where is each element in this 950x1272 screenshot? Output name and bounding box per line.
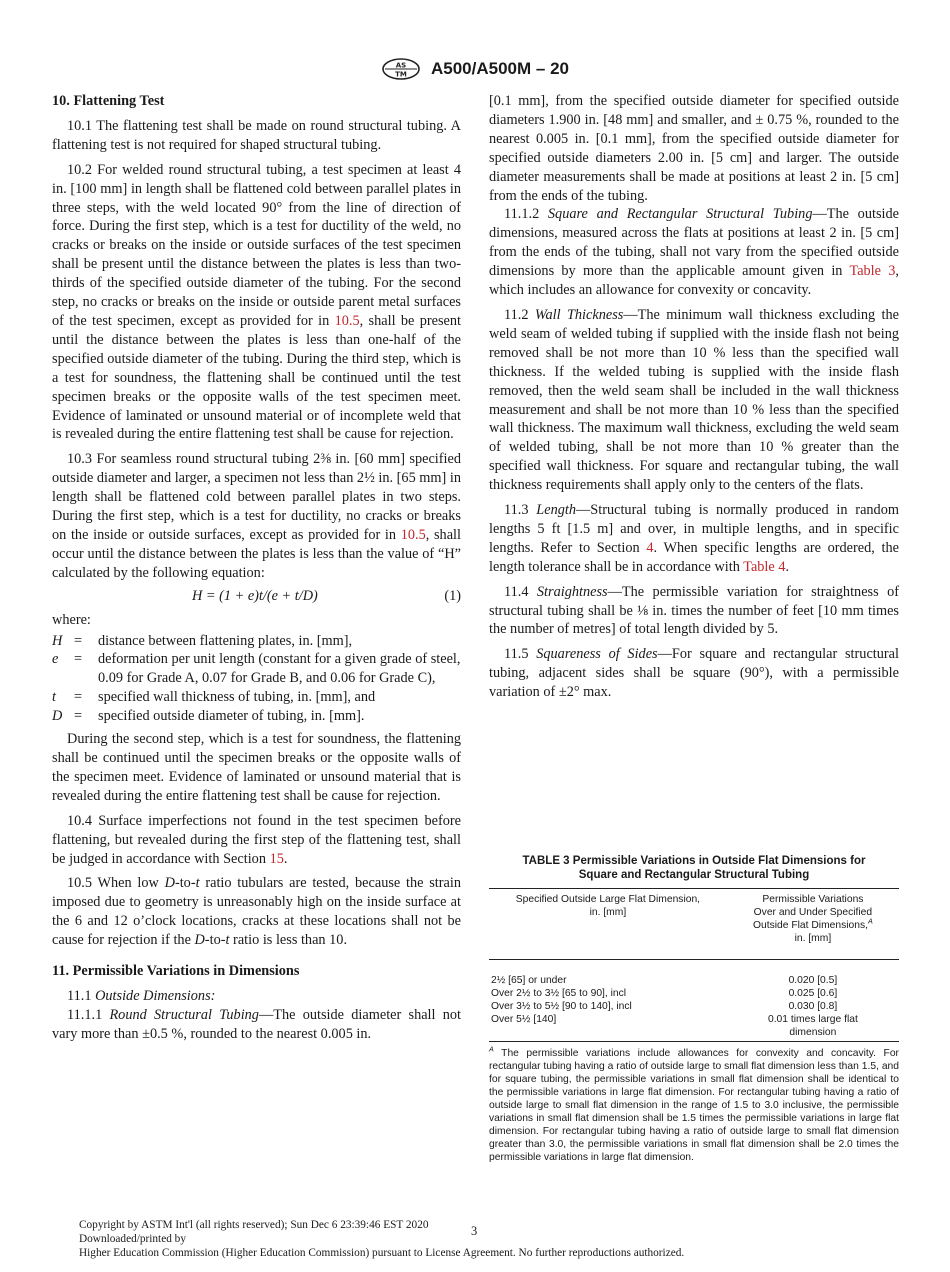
ref-table-3-link[interactable]: Table 3 — [849, 263, 896, 280]
equation-1 — [52, 585, 461, 607]
standard-designation: A500/A500M – 20 — [431, 59, 569, 78]
right-column — [489, 92, 899, 708]
table-row: Over 3½ to 5½ [90 to 140], incl 0.030 [0.8] — [491, 1001, 838, 1012]
page-footer — [79, 1218, 879, 1260]
ref-table-4-link[interactable]: Table 4 — [743, 558, 786, 575]
table-row: Over 2½ to 3½ [65 to 90], incl 0.025 [0.6] — [491, 988, 838, 999]
table-3-caption: TABLE 3 Permissible Variations in Outside Flat Dimensions for Square and Rectangular Structural Tubing — [522, 855, 866, 881]
column-header-variation: Permissible Variations Over and Under Specified Outside Flat Dimensions,$^A$ in. [mm] — [727, 889, 899, 960]
paragraph-11-4: 11.4 Straightness—The permissible variation for straightness of structural tubing shall be ⅛ in. times the number of feet [10 mm times the number of metres] of total length divided by 5. — [489, 583, 899, 638]
paragraph-11-1-1: 11.1.1 Round Structural Tubing—The outside diameter shall not vary more than ±0.5 %, rounded to the nearest 0.005 in. — [52, 1006, 462, 1042]
paragraph-11-1-2: 11.1.2 Square and Rectangular Structural Tubing—The outside dimensions, measured across the flats at positions at least 2 in. [5 cm] from the ends of the tubing, shall not vary from the specified outside dimensions by more than the applicable amount given in Table 3, which includes an allowance for convexity or concavity. — [489, 206, 899, 299]
ref-section-4-link[interactable]: 4 — [646, 539, 654, 556]
variable-definitions — [52, 632, 461, 727]
page-header — [0, 58, 950, 80]
paragraph-11-5: 11.5 Squareness of Sides—For square and rectangular structural tubing, adjacent sides shall be square (90°), with a permissible variation of ±2° max. — [489, 646, 899, 701]
paragraph-10-2: 10.2 For welded round structural tubing, a test specimen at least 4 in. [100 mm] in length shall be flattened cold between parallel plates in three steps, with the weld located 90° from the line of direction of force. During the first step, which is a test for ductility of the weld, no cracks or breaks on the inside or outside surfaces of the test specimen shall be present until the distance between the plates is less than two-thirds of the specified outside diameter of the tubing. For the second step, no cracks or breaks on the inside or outside parent metal surfaces of the test specimen, except as provided for in 10.5, shall be present until the distance between the plates is less than one-half of the specified outside diameter of the tubing. During the third step, which is a test for soundness, the flattening shall be continued until the test specimen breaks or the opposite walls of the test specimen meet. Evidence of laminated or unsound material or of incomplete weld that is revealed during the entire flattening test shall be cause for rejection. — [52, 161, 461, 443]
downloaded-line: Downloaded/printed by — [79, 1233, 186, 1245]
where-label: where: — [52, 611, 91, 628]
definition-row: D = specified outside diameter of tubing, in. [mm]. — [52, 708, 365, 725]
section-10-title: 10. Flattening Test — [52, 93, 165, 109]
paragraph-11-1: 11.1 Outside Dimensions: — [67, 987, 216, 1004]
paragraph-11-3: 11.3 Length—Structural tubing is normally produced in random lengths 5 ft [1.5 m] and over, in multiple lengths, and in specific lengths. Refer to Section 4. When specific lengths are ordered, the length tolerance shall be in accordance with Table 4. — [489, 502, 899, 575]
table-3 — [489, 854, 899, 1164]
equation-number: (1) — [444, 587, 461, 604]
paragraph-11-1-1-continued: [0.1 mm], from the specified outside diameter for specified outside diameters 1.900 in. [48 mm] and smaller, and ± 0.75 %, rounded to the nearest 0.005 in. [0.1 mm], from the specified outside diameter for specified outside diameters 2.00 in. [5 cm] and larger. The outside diameter measurements shall be made at positions at least 2 in. [5 cm] from the ends of the tubing. — [489, 93, 899, 204]
table-3-grid — [489, 888, 899, 1041]
paragraph-second-step: During the second step, which is a test for soundness, the flattening shall be continued until the specimen breaks or the opposite walls of the specimen meet. Evidence of laminated or unsound material that is revealed during the entire flattening test shall be cause for rejection. — [52, 731, 461, 804]
definition-row: H = distance between flattening plates, in. [mm], — [52, 632, 353, 649]
equation-formula: H = (1 + e)t/(e + t/D) — [192, 587, 318, 604]
table-row: Over 5½ [140] 0.01 times large flat dimension — [491, 1014, 858, 1038]
page-number: 3 — [471, 1224, 478, 1238]
paragraph-10-4: 10.4 Surface imperfections not found in the test specimen before flattening, but revealed during the first step of the flattening test, shall be judged in accordance with Section 15. — [52, 812, 461, 867]
paragraph-10-1: 10.1 The flattening test shall be made on round structural tubing. A flattening test is not required for shaped structural tubing. — [52, 117, 461, 153]
paragraph-11-2: 11.2 Wall Thickness—The minimum wall thickness excluding the weld seam of welded tubing if supplied with the inside flash not being removed shall be not more than 10 % less than the specified wall thickness. If the welded tubing is supplied with the inside flash removed, then the weld seam shall be included in the wall thickness measurement and shall be not more than 10 % less than the specified wall thickness. The maximum wall thickness, excluding the weld seam of welded tubing, shall be not more than 10 % greater than the specified wall thickness. For square and rectangular tubing, the wall thickness requirements shall apply only to the centers of the flats. — [489, 306, 899, 494]
ref-10-5-link[interactable]: 10.5 — [334, 312, 360, 329]
paragraph-10-5: 10.5 When low D-to-t ratio tubulars are tested, because the strain imposed due to geometry is unreasonably high on the inside surface at the 6 and 12 o’clock locations, cracks at these locations shall not be cause for rejection if the D-to-t ratio is less than 10. — [52, 875, 461, 949]
left-column — [52, 92, 461, 1050]
ref-10-5-link[interactable]: 10.5 — [400, 526, 426, 543]
svg-text:AS: AS — [395, 61, 407, 70]
license-line: Higher Education Commission (Higher Education Commission) pursuant to License Agreement. No further reproductions authorized. — [79, 1247, 685, 1259]
column-header-dimension: Specified Outside Large Flat Dimension, in. [mm] — [489, 889, 727, 960]
ref-section-15-link[interactable]: 15 — [269, 850, 284, 867]
table-3-footnote: $^A$ The permissible variations include allowances for convexity and concavity. For rectangular tubing having a ratio of outside large to small flat dimension less than 1.5, and for square tubing, the permissible variations in small flat dimension shall be identical to the permissible variations in large flat dimension. For rectangular tubing having a ratio of outside large to small flat dimension in the range of 1.5 to 3.0 inclusive, the permissible variations in small flat dimension shall be 1.5 times the permissible variations in large flat dimension. For rectangular tubing having a ratio of outside large to small flat dimension greater than 3.0, the permissible variations in small flat dimension shall be 2.0 times the permissible variations in large flat dimension. — [489, 1041, 899, 1164]
paragraph-10-3: 10.3 For seamless round structural tubing 2⅜ in. [60 mm] specified outside diameter and larger, a specimen not less than 2½ in. [65 mm] in length shall be flattened cold between parallel plates in two steps. During the first step, which is a test for ductility, no cracks or breaks on the inside or outside surfaces, except as provided for in 10.5, shall occur until the distance between the plates is less than the value of “H” calculated by the following equation: — [52, 451, 461, 581]
section-11-title: 11. Permissible Variations in Dimensions — [52, 963, 300, 980]
definition-row: e = deformation per unit length (constant for a given grade of steel, 0.09 for Grade A, 0.07 for Grade B, and 0.06 for Grade C), — [52, 651, 461, 687]
svg-text:TM: TM — [395, 70, 407, 79]
copyright-line: Copyright by ASTM Int'l (all rights reserved); Sun Dec 6 23:39:46 EST 2020 — [79, 1219, 429, 1231]
definition-row: t = specified wall thickness of tubing, in. [mm], and — [52, 689, 376, 706]
table-row: 2½ [65] or under 0.020 [0.5] — [491, 975, 838, 986]
astm-logo-icon — [381, 58, 421, 80]
